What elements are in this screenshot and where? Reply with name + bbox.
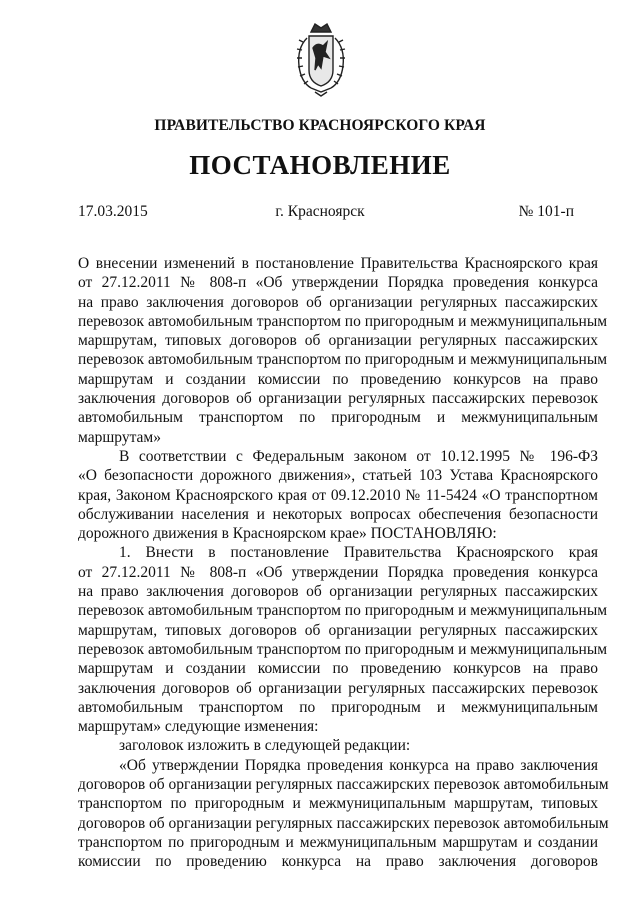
body-line: от 27.12.2011 № 808-п «Об утверждении Порядка проведения конкурса — [78, 563, 598, 581]
document-type-title: ПОСТАНОВЛЕНИЕ — [189, 150, 451, 180]
body-line: договоров об организации регулярных пассажирских перевозок автомобильным — [78, 814, 609, 832]
document-number: № 101-п — [518, 203, 574, 220]
body-line: «Об утверждении Порядка проведения конкурса на право заключения — [119, 756, 598, 774]
body-line: маршрутам и создании комиссии по проведению конкурсов на право — [78, 660, 598, 678]
subject-line: на право заключения договоров об организации регулярных пассажирских — [78, 293, 598, 311]
government-name: ПРАВИТЕЛЬСТВО КРАСНОЯРСКОГО КРАЯ — [154, 117, 486, 134]
subject-line: заключения договоров об организации регулярных пассажирских перевозок — [78, 390, 598, 408]
subject-line: перевозок автомобильным транспортом по пригородным и межмуниципальным — [78, 351, 608, 369]
krasnoyarsk-coat-of-arms-icon — [293, 18, 349, 98]
document-city: г. Красноярск — [275, 203, 365, 220]
body-line: маршрутам» следующие изменения: — [78, 718, 319, 736]
body-line: транспортом по пригородным и межмуниципальным маршрутам и создании — [78, 833, 598, 851]
body-line: заголовок изложить в следующей редакции: — [119, 737, 411, 755]
subject-line: автомобильным транспортом по пригородным и межмуниципальным — [78, 409, 598, 427]
subject-line: маршрутам» — [78, 428, 161, 446]
document-body — [78, 447, 609, 872]
subject-line: О внесении изменений в постановление Правительства Красноярского края — [78, 255, 598, 272]
body-line: дорожного движения в Красноярском крае» ПОСТАНОВЛЯЮ: — [78, 525, 497, 543]
subject-line: маршрутам, типовых договоров об организации регулярных пассажирских — [78, 332, 598, 350]
body-line: маршрутам, типовых договоров об организации регулярных пассажирских — [78, 621, 598, 639]
body-line: на право заключения договоров об организации регулярных пассажирских — [78, 583, 598, 601]
body-line: договоров об организации регулярных пассажирских перевозок автомобильным — [78, 776, 609, 794]
subject-line: маршрутам и создании комиссии по проведению конкурсов на право — [78, 370, 598, 388]
body-line: перевозок автомобильным транспортом по пригородным и межмуниципальным — [78, 640, 608, 658]
body-line: «О безопасности дорожного движения», статьей 103 Устава Красноярского — [78, 467, 598, 485]
body-line: обслуживании населения и некоторых вопросах обеспечения безопасности — [78, 505, 598, 523]
subject-line: перевозок автомобильным транспортом по пригородным и межмуниципальным — [78, 312, 608, 330]
body-line: В соответствии с Федеральным законом от 10.12.1995 № 196-ФЗ — [119, 448, 598, 465]
body-line: заключения договоров об организации регулярных пассажирских перевозок — [78, 679, 598, 697]
body-line: автомобильным транспортом по пригородным и межмуниципальным — [78, 698, 598, 716]
subject-line: от 27.12.2011 № 808-п «Об утверждении Порядка проведения конкурса — [78, 274, 598, 292]
body-line: перевозок автомобильным транспортом по пригородным и межмуниципальным — [78, 602, 608, 620]
document-subject — [78, 254, 608, 447]
body-line: 1. Внести в постановление Правительства Красноярского края — [119, 544, 598, 562]
body-line: края, Законом Красноярского края от 09.12.2010 № 11-5424 «О транспортном — [78, 486, 598, 504]
body-line: транспортом по пригородным и межмуниципальным маршрутам, типовых — [78, 795, 598, 813]
document-date: 17.03.2015 — [78, 203, 148, 220]
body-line: комиссии по проведению конкурса на право заключения договоров — [78, 853, 598, 871]
